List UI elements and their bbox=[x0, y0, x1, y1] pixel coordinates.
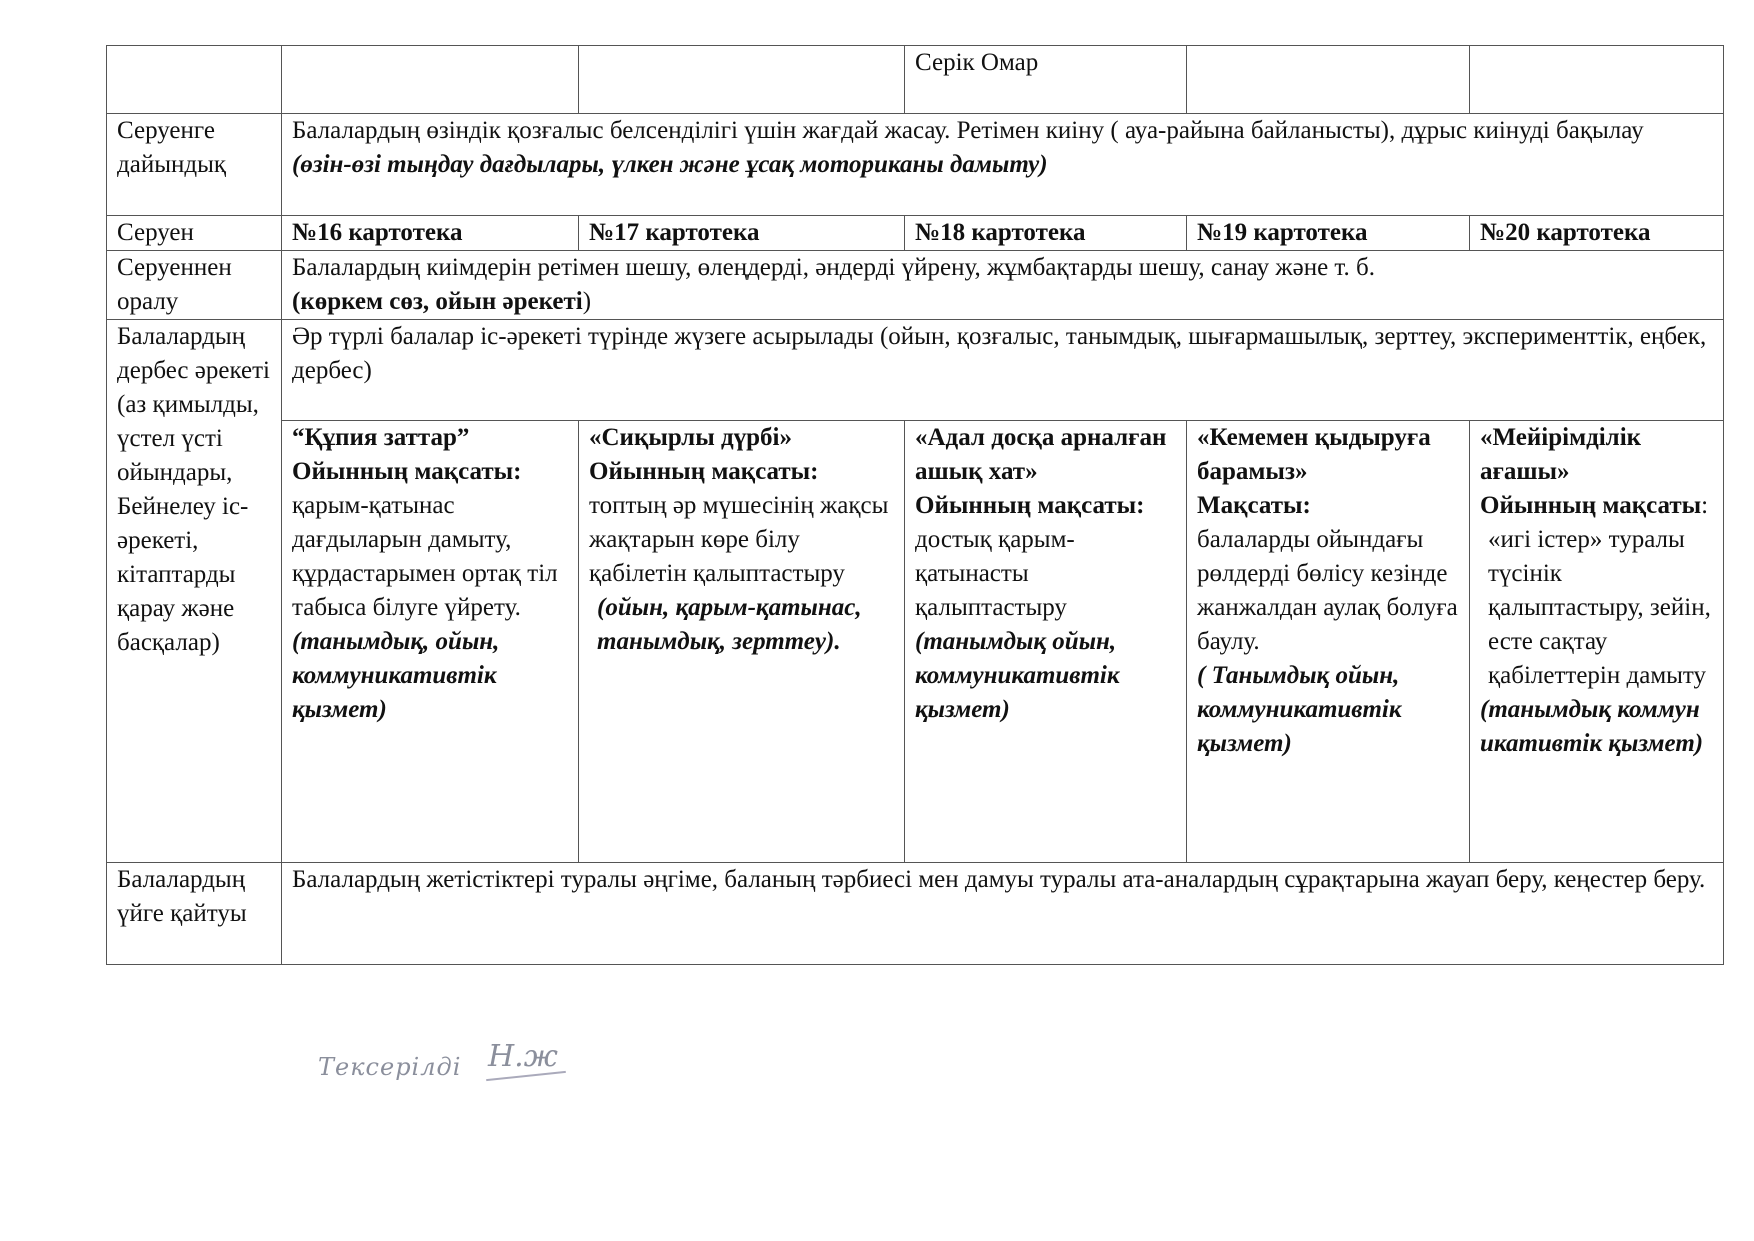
game-goal-label: Ойынның мақсаты: bbox=[292, 458, 522, 485]
return-note-end: ) bbox=[582, 288, 592, 315]
daily-plan-table bbox=[106, 45, 1724, 965]
table-cell bbox=[107, 46, 282, 114]
walk-card: №16 картотека bbox=[282, 216, 579, 251]
game-cell bbox=[1187, 421, 1470, 863]
prep-text: Балалардың өзіндік қозғалыс белсенділігі үшін жағдай жасау. Ретімен киіну ( ауа-райына байланысты), дұрыс киінуді бақылау bbox=[292, 117, 1644, 144]
game-title: «Мейірімділік ағашы» bbox=[1480, 424, 1642, 485]
signature-word: Тексерілді bbox=[318, 1053, 462, 1081]
table-cell bbox=[579, 46, 905, 114]
child-name-cell: Серік Омар bbox=[905, 46, 1187, 114]
game-cell bbox=[905, 421, 1187, 863]
walk-card: №19 картотека bbox=[1187, 216, 1470, 251]
game-goal: қарым-қатынас дағдыларын дамыту, құрдастарымен ортақ тіл табыса білуге үйрету. bbox=[292, 492, 558, 621]
game-title: «Сиқырлы дүрбі» bbox=[589, 424, 792, 451]
game-note: ( Танымдық ойын, коммуникативтік қызмет) bbox=[1197, 662, 1402, 757]
game-goal: «игі істер» туралы түсінік қалыптастыру, зейін, есте сақтау қабілеттерін дамыту bbox=[1488, 526, 1711, 689]
signature-stamp bbox=[318, 1035, 588, 1095]
table-cell bbox=[1187, 46, 1470, 114]
game-goal-label: Ойынның мақсаты bbox=[1480, 492, 1702, 519]
game-cell bbox=[282, 421, 579, 863]
game-goal-colon: : bbox=[1701, 492, 1709, 519]
table-row bbox=[107, 863, 1724, 965]
row-label: Серуен bbox=[107, 216, 282, 251]
home-content: Балалардың жетістіктері туралы әңгіме, баланың тәрбиесі мен дамуы туралы ата-аналардың сұрақтарына жауап беру, кеңестер беру. bbox=[282, 863, 1724, 965]
walk-card: №18 картотека bbox=[905, 216, 1187, 251]
table-cell bbox=[282, 46, 579, 114]
game-note: (танымдық ойын, коммуникативтік қызмет) bbox=[915, 628, 1120, 723]
table-row bbox=[107, 46, 1724, 114]
row-label: Балалардың дербес әрекеті (аз қимылды, үстел үсті ойындары, Бейнелеу іс- әрекеті, кітаптарды қарау және басқалар) bbox=[107, 320, 282, 863]
table-row bbox=[107, 114, 1724, 216]
signature-mark: Н.ж bbox=[488, 1039, 558, 1074]
prep-content bbox=[282, 114, 1724, 216]
game-goal: достық қарым-қатынасты қалыптастыру bbox=[915, 526, 1075, 621]
table-row bbox=[107, 251, 1724, 320]
table-row bbox=[107, 421, 1724, 863]
game-title: “Құпия заттар” bbox=[292, 424, 470, 451]
game-cell bbox=[579, 421, 905, 863]
return-text: Балалардың киімдерін ретімен шешу, өлеңдерді, әндерді үйрену, жұмбақтарды шешу, санау және т. б. bbox=[292, 254, 1375, 281]
table-cell bbox=[1470, 46, 1724, 114]
row-label: Серуеннен оралу bbox=[107, 251, 282, 320]
row-label: Серуенге дайындық bbox=[107, 114, 282, 216]
game-note: (ойын, қарым-қатынас, танымдық, зерттеу). bbox=[597, 594, 862, 655]
table-row bbox=[107, 216, 1724, 251]
walk-card: №20 картотека bbox=[1470, 216, 1724, 251]
game-goal: балаларды ойындағы рөлдерді бөлісу кезінде жанжалдан аулақ болуға баулу. bbox=[1197, 526, 1458, 655]
game-goal-label: Мақсаты: bbox=[1197, 492, 1311, 519]
return-content bbox=[282, 251, 1724, 320]
game-note: (танымдық, ойын, коммуникативтік қызмет) bbox=[292, 628, 500, 723]
game-cell bbox=[1470, 421, 1724, 863]
return-note: (көркем сөз, ойын әрекеті bbox=[292, 288, 583, 315]
table-row bbox=[107, 320, 1724, 421]
activity-intro: Әр түрлі балалар іс-әрекеті түрінде жүзеге асырылады (ойын, қозғалыс, танымдық, шығармашылық, зерттеу, эксперименттік, еңбек, дербес) bbox=[282, 320, 1724, 421]
game-note: (танымдық коммуникативтік қызмет) bbox=[1480, 696, 1704, 757]
game-goal-label: Ойынның мақсаты: bbox=[589, 458, 819, 485]
row-label: Балалардың үйге қайтуы bbox=[107, 863, 282, 965]
game-title: «Адал досқа арналған ашық хат» bbox=[915, 424, 1167, 485]
prep-note: (өзін-өзі тыңдау дағдылары, үлкен және ұсақ моториканы дамыту) bbox=[292, 151, 1048, 178]
game-title: «Кемемен қыдыруға барамыз» bbox=[1197, 424, 1431, 485]
walk-card: №17 картотека bbox=[579, 216, 905, 251]
game-goal-label: Ойынның мақсаты: bbox=[915, 492, 1145, 519]
game-goal: топтың әр мүшесінің жақсы жақтарын көре білу қабілетін қалыптастыру bbox=[589, 492, 889, 587]
